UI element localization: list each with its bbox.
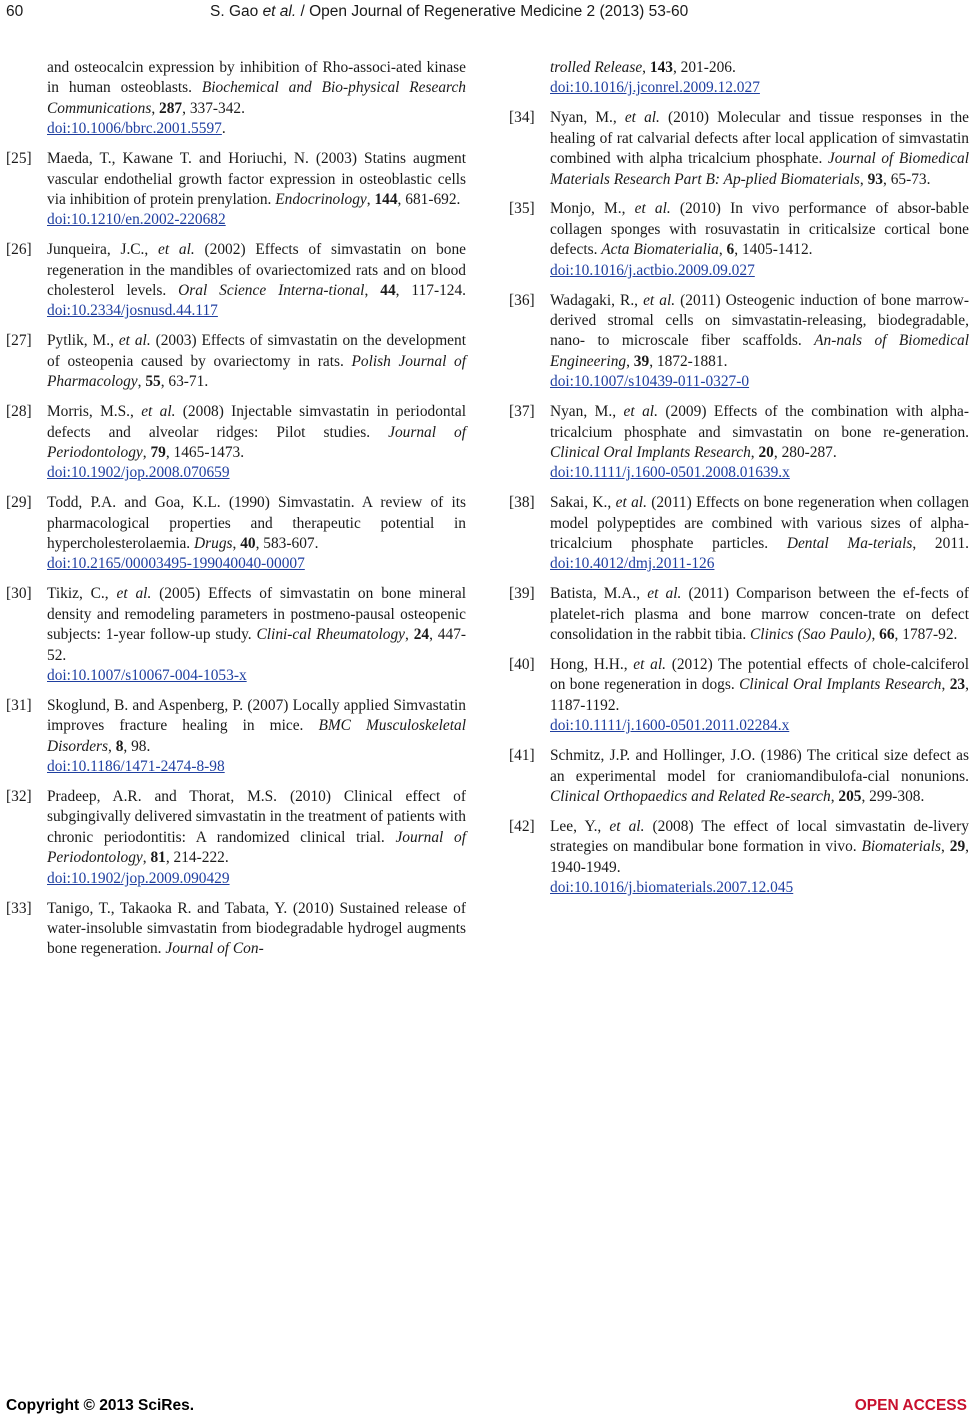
- reference-number: [30]: [6, 585, 32, 603]
- reference-pages: , 1940-1949.: [550, 838, 969, 876]
- reference-volume: 40: [240, 535, 256, 553]
- reference-title: (2009) Effects of the combination with alpha-tricalcium phosphate and simvastatin on bone re-generation.: [550, 403, 969, 441]
- reference-authors: Sakai, K.,: [550, 494, 616, 512]
- reference-title: (2007) Locally applied Simvastatin improves fracture healing in mice.: [47, 696, 466, 735]
- reference-authors: Nyan, M.,: [550, 109, 625, 127]
- running-title-etal: et al.: [262, 3, 297, 20]
- continuation-text: and osteocalcin expression by inhibition of Rho-associ-ated kinase in human osteoblasts.: [47, 59, 466, 97]
- reference-body: Schmitz, J.P. and Hollinger, J.O. (1986) The critical size defect as an experimental model for craniomandibulofa-cial nonunions. Clinical Orthopaedics and Related Re-search, 205, 299-308.: [550, 747, 970, 805]
- left-reference-list: [6, 149, 466, 960]
- reference-title: (2010) Clinical effect of subgingivally delivered simvastatin in the treatment of patients with chronic periodontitis: A randomized clinical trial.: [47, 788, 466, 846]
- reference-authors: Tanigo, T., Takaoka R. and Tabata, Y.: [47, 899, 288, 917]
- reference-journal: Acta Biomaterialia: [601, 241, 719, 259]
- reference-title: (2002) Effects of simvastatin on bone regeneration in the mandibles of ovariectomized rats and on blood cholesterol levels.: [47, 241, 467, 300]
- reference-item: [509, 746, 969, 807]
- reference-volume: 93: [867, 170, 883, 188]
- reference-etal: et al.: [647, 585, 682, 603]
- reference-number: [36]: [509, 291, 535, 309]
- reference-etal: et al.: [643, 291, 676, 309]
- reference-pages: , 214-222.: [165, 849, 229, 867]
- reference-journal: Clinical Oral Implants Research: [550, 443, 751, 461]
- doi-link[interactable]: doi:10.2334/josnusd.44.117: [47, 302, 218, 320]
- doi-link[interactable]: doi:10.2165/00003495-199040040-00007: [47, 555, 305, 573]
- reference-number: [42]: [509, 817, 535, 835]
- reference-volume: 39: [633, 352, 650, 370]
- reference-pages: , 1872-1881.: [649, 352, 728, 370]
- reference-item: [6, 149, 466, 231]
- reference-journal: Polish Journal of Pharmacology: [47, 352, 466, 391]
- reference-volume: 205: [838, 788, 862, 805]
- reference-journal: An-nals of Biomedical Engineering: [550, 332, 969, 370]
- page-footer: [0, 1397, 973, 1417]
- reference-pages: , 1465-1473.: [165, 443, 245, 461]
- continuation-journal: trolled Release: [550, 59, 643, 76]
- doi-link[interactable]: doi:10.4012/dmj.2011-126: [550, 555, 715, 573]
- doi-link[interactable]: doi:10.1016/j.actbio.2009.09.027: [550, 261, 755, 279]
- reference-volume: 29: [949, 838, 966, 856]
- reference-journal: Biomaterials: [861, 838, 942, 856]
- reference-title: (2012) The potential effects of chole-calciferol on bone regeneration in dogs.: [550, 656, 969, 694]
- reference-authors: Maeda, T., Kawane T. and Horiuchi, N.: [47, 150, 309, 168]
- reference-title: (2011) Comparison between the ef-fects of platelet-rich plasma and bone marrow concen-trate on defect consolidation in the rabbit tibia.: [550, 585, 969, 644]
- reference-body: [47, 899, 466, 960]
- reference-number: [35]: [509, 200, 535, 218]
- reference-item: [509, 493, 969, 575]
- reference-number: [34]: [509, 109, 535, 127]
- reference-body: [550, 493, 969, 575]
- reference-body: Lee, Y., et al. (2008) The effect of local simvastatin de-livery strategies on mandibular bone formation in vivo. Biomaterials, 29, 1940-1949. doi:10.1016/j.biomaterials.2007.12.045: [550, 817, 969, 897]
- reference-item: [6, 696, 466, 778]
- reference-body: Junqueira, J.C., et al. (2002) Effects of simvastatin on bone regeneration in the mandibles of ovariectomized rats and on blood cholesterol levels. Oral Science Interna-tional, 44, 117-124. doi:10.2334/josnusd.44.117: [47, 241, 467, 320]
- reference-etal: et al.: [609, 817, 645, 835]
- continuation-volume: 287: [159, 99, 183, 117]
- doi-link[interactable]: doi:10.1006/bbrc.2001.5597: [47, 120, 222, 138]
- open-access-label: OPEN ACCESS: [854, 1397, 967, 1414]
- reference-number: [31]: [6, 696, 32, 714]
- doi-link[interactable]: doi:10.1016/j.jconrel.2009.12.027: [550, 79, 760, 97]
- reference-journal: Journal of Periodontology: [47, 828, 466, 867]
- doi-link[interactable]: doi:10.1111/j.1600-0501.2008.01639.x: [550, 464, 790, 482]
- copyright-notice: Copyright © 2013 SciRes.: [6, 1397, 195, 1414]
- reference-etal: et al.: [118, 332, 151, 350]
- doi-link[interactable]: doi:10.1007/s10067-004-1053-x: [47, 666, 247, 684]
- reference-title: (2008) Injectable simvastatin in periodontal defects and alveolar ridges: Pilot studies.: [47, 403, 466, 441]
- reference-item: [6, 240, 466, 322]
- reference-authors: Batista, M.A.,: [550, 585, 648, 603]
- reference-body: Batista, M.A., et al. (2011) Comparison between the ef-fects of platelet-rich plasma and bone marrow concen-trate on defect consolidation in the rabbit tibia. Clinics (Sao Paulo), 66, 1787-92.: [550, 585, 969, 644]
- reference-item: [6, 899, 466, 960]
- reference-pages: , 1787-92.: [894, 626, 958, 644]
- reference-body: Morris, M.S., et al. (2008) Injectable simvastatin in periodontal defects and alveolar ridges: Pilot studies. Journal of Periodontology, 79, 1465-1473. doi:10.1902/jop.2008.070659: [47, 403, 466, 482]
- reference-authors: Monjo, M.,: [550, 200, 635, 218]
- reference-title: (1990) Simvastatin. A review of its pharmacological properties and therapeutic potential in hypercholesterolaemia.: [47, 494, 466, 553]
- reference-volume: 24: [413, 626, 430, 644]
- reference-pages: , 65-73.: [883, 170, 931, 188]
- reference-item: [509, 655, 969, 737]
- reference-title: (2010) In vivo performance of absor-bable collagen sponges with rosuvastatin in criticalsize cortical bone defects.: [550, 200, 969, 259]
- reference-title: (2011) Effects on bone regeneration when collagen model polypeptides are combined with various sizes of alpha-tricalcium phosphate particles.: [550, 494, 969, 553]
- reference-body: Tikiz, C., et al. (2005) Effects of simvastatin on bone mineral density and remodeling parameters in postmeno-pausal osteopenic subjects: 1-year follow-up study. Clini-cal Rheumatology, 24, 447-52. doi:10.1007/s10067-004-1053-x: [47, 585, 467, 684]
- reference-item: [509, 199, 969, 281]
- reference-pages: , 681-692.: [397, 190, 461, 208]
- running-title-rest: / Open Journal of Regenerative Medicine 2 (2013) 53-60: [300, 3, 689, 20]
- reference-authors: Pradeep, A.R. and Thorat, M.S.: [47, 788, 278, 805]
- reference-body: Hong, H.H., et al. (2012) The potential effects of chole-calciferol on bone regeneration in dogs. Clinical Oral Implants Research, 23, 1187-1192. doi:10.1111/j.1600-0501.2011.02284.x: [550, 656, 969, 735]
- reference-journal: Journal of Periodontology: [47, 423, 466, 461]
- reference-item: [6, 787, 466, 889]
- reference-etal: et al.: [624, 109, 660, 127]
- reference-number: [39]: [509, 585, 535, 603]
- reference-number: [41]: [509, 747, 535, 765]
- reference-journal: BMC Musculoskeletal Disorders: [47, 717, 466, 755]
- running-title-author: S. Gao: [210, 3, 259, 20]
- reference-pages: , 2011.: [912, 535, 969, 553]
- reference-number: [25]: [6, 150, 32, 168]
- doi-link[interactable]: doi:10.1210/en.2002-220682: [47, 211, 226, 229]
- continuation-journal: Biochemical and Bio-physical Research Communications: [47, 79, 466, 117]
- reference-pages: , 1187-1192.: [550, 676, 969, 714]
- reference-etal: et al.: [158, 241, 195, 259]
- reference-body: Monjo, M., et al. (2010) In vivo performance of absor-bable collagen sponges with rosuvastatin in criticalsize cortical bone defects. Acta Biomaterialia, 6, 1405-1412. doi:10.1016/j.actbio.2009.09.027: [550, 200, 969, 279]
- reference-title: (2010) Sustained release of water-insoluble simvastatin from biodegradable hydrogel augments bone regeneration.: [47, 899, 467, 958]
- reference-continuation: trolled Release, 143, 201-206. doi:10.1016/j.jconrel.2009.12.027: [550, 59, 760, 97]
- reference-authors: Morris, M.S.,: [47, 403, 142, 421]
- doi-link[interactable]: doi:10.1111/j.1600-0501.2011.02284.x: [550, 717, 790, 735]
- reference-volume: 144: [374, 190, 398, 208]
- doi-link[interactable]: doi:10.1016/j.biomaterials.2007.12.045: [550, 879, 794, 897]
- reference-pages: , 299-308.: [861, 788, 925, 805]
- reference-title: (2005) Effects of simvastatin on bone mineral density and remodeling parameters in postmeno-pausal osteopenic subjects: 1-year follow-up study.: [47, 585, 466, 644]
- reference-journal: Endocrinology: [275, 190, 367, 208]
- reference-etal: et al.: [633, 656, 666, 674]
- reference-number: [33]: [6, 899, 32, 917]
- reference-authors: Skoglund, B. and Aspenberg, P.: [47, 696, 244, 714]
- reference-item: [6, 493, 466, 575]
- reference-number: [40]: [509, 656, 535, 674]
- continuation-volume: 143: [649, 59, 673, 76]
- reference-item: [509, 402, 969, 484]
- reference-volume: 79: [150, 443, 166, 461]
- reference-journal: Clini-cal Rheumatology: [256, 626, 405, 644]
- reference-continuation: and osteocalcin expression by inhibition of Rho-associ-ated kinase in human osteoblasts. Biochemical and Bio-physical Research Communications, 287, 337-342. doi:10.1006/bbrc.2001.5597.: [47, 59, 466, 138]
- reference-volume: 8: [115, 737, 124, 755]
- reference-body: Nyan, M., et al. (2010) Molecular and tissue responses in the healing of rat calvarial defects after local application of simvastatin combined with alpha tricalcium phosphate. Journal of Biomedical Materials Research Part B: Ap-plied Biomaterials, 93, 65-73.: [550, 109, 969, 188]
- reference-journal: Journal of Con-: [165, 940, 264, 958]
- reference-pages: , 1405-1412.: [734, 241, 813, 259]
- reference-number: [29]: [6, 494, 32, 512]
- reference-volume: 66: [879, 626, 895, 644]
- reference-journal: Clinical Orthopaedics and Related Re-search: [550, 788, 831, 805]
- reference-etal: et al.: [141, 403, 176, 421]
- reference-authors: Nyan, M.,: [550, 403, 624, 421]
- reference-authors: Todd, P.A. and Goa, K.L.: [47, 494, 221, 512]
- reference-number: [27]: [6, 332, 32, 350]
- running-title: [210, 3, 688, 21]
- reference-etal: et al.: [116, 585, 152, 603]
- reference-etal: et al.: [634, 200, 671, 218]
- reference-body: Pytlik, M., et al. (2003) Effects of simvastatin on the development of osteopenia caused by ovariectomy in rats. Polish Journal of Pharmacology, 55, 63-71.: [47, 332, 466, 391]
- reference-number: [26]: [6, 241, 32, 259]
- reference-body: Nyan, M., et al. (2009) Effects of the combination with alpha-tricalcium phosphate and simvastatin on bone re-generation. Clinical Oral Implants Research, 20, 280-287. doi:10.1111/j.1600-0501.2008.01639.x: [550, 403, 969, 482]
- reference-volume: 6: [726, 241, 735, 259]
- reference-volume: 20: [758, 443, 774, 461]
- page-number: 60: [6, 3, 24, 20]
- reference-pages: , 63-71.: [160, 373, 209, 391]
- reference-authors: Wadagaki, R.,: [550, 291, 644, 309]
- reference-journal: Journal of Biomedical Materials Research Part B: Ap-plied Biomaterials: [550, 150, 969, 188]
- reference-authors: Junqueira, J.C.,: [47, 241, 159, 259]
- reference-body: Wadagaki, R., et al. (2011) Osteogenic induction of bone marrow-derived stromal cells on simvastatin-releasing, biodegradable, nano- to microscale fiber scaffolds. An-nals of Biomedical Engineering, 39, 1872-1881. doi:10.1007/s10439-011-0327-0: [550, 291, 969, 391]
- reference-title: (2008) The effect of local simvastatin de-livery strategies on mandibular bone formation in vivo.: [550, 817, 969, 856]
- reference-body: Skoglund, B. and Aspenberg, P. (2007) Locally applied Simvastatin improves fracture healing in mice. BMC Musculoskeletal Disorders, 8, 98. doi:10.1186/1471-2474-8-98: [47, 696, 466, 776]
- reference-etal: et al.: [615, 494, 647, 512]
- reference-journal: Oral Science Interna-tional: [178, 282, 365, 300]
- reference-pages: , 117-124.: [395, 282, 467, 300]
- reference-item: [509, 291, 969, 393]
- reference-body: Pradeep, A.R. and Thorat, M.S. (2010) Clinical effect of subgingivally delivered simvastatin in the treatment of patients with chronic periodontitis: A randomized clinical trial. Journal of Periodontology, 81, 214-222. doi:10.1902/jop.2009.090429: [47, 788, 466, 887]
- right-reference-list: [509, 108, 969, 898]
- reference-title: (2003) Statins augment vascular endothelial growth factor expression in osteoblastic cells via inhibition of protein prenylation.: [47, 150, 466, 208]
- reference-volume: 81: [150, 849, 166, 867]
- page-header: [0, 3, 973, 27]
- continuation-tail: .: [221, 120, 226, 138]
- reference-pages: , 447-52.: [47, 626, 467, 664]
- reference-number: [38]: [509, 494, 535, 512]
- reference-journal: Clinical Oral Implants Research: [739, 676, 942, 694]
- doi-link[interactable]: doi:10.1902/jop.2009.090429: [47, 869, 230, 887]
- left-column: [6, 58, 466, 969]
- reference-pages: , 98.: [123, 737, 151, 755]
- reference-item: [6, 331, 466, 392]
- doi-link[interactable]: doi:10.1186/1471-2474-8-98: [47, 758, 225, 776]
- reference-journal: Dental Ma-terials: [786, 535, 913, 553]
- reference-authors: Pytlik, M.,: [47, 332, 119, 350]
- reference-etal: et al.: [623, 403, 658, 421]
- reference-number: [32]: [6, 788, 32, 805]
- reference-pages: , 583-607.: [255, 535, 319, 553]
- reference-number: [28]: [6, 403, 32, 421]
- continuation-pages: , 337-342.: [182, 99, 245, 117]
- reference-title: (1986) The critical size defect as an experimental model for craniomandibulofa-cial nonunions.: [550, 747, 970, 785]
- reference-item: [6, 402, 466, 484]
- doi-link[interactable]: doi:10.1007/s10439-011-0327-0: [550, 373, 750, 391]
- reference-item: [6, 584, 466, 686]
- reference-authors: Hong, H.H.,: [550, 656, 634, 674]
- reference-volume: 44: [380, 282, 396, 300]
- reference-volume: 55: [145, 373, 161, 391]
- reference-journal: Clinics (Sao Paulo): [750, 626, 872, 644]
- right-column: [509, 58, 969, 908]
- reference-journal: Drugs: [194, 535, 233, 553]
- reference-item: [509, 108, 969, 190]
- reference-authors: Lee, Y.,: [550, 817, 610, 835]
- reference-title: (2011) Osteogenic induction of bone marrow-derived stromal cells on simvastatin-releasing, biodegradable, nano- to microscale fiber scaffolds.: [550, 291, 969, 350]
- reference-item: [509, 817, 969, 899]
- reference-volume: 23: [949, 676, 966, 694]
- reference-title: (2010) Molecular and tissue responses in the healing of rat calvarial defects after local application of simvastatin combined with alpha tricalcium phosphate.: [550, 109, 969, 168]
- continuation-pages: , 201-206.: [672, 59, 736, 76]
- reference-number: [37]: [509, 403, 535, 421]
- reference-authors: Schmitz, J.P. and Hollinger, J.O.: [550, 747, 756, 765]
- reference-item: [509, 584, 969, 645]
- doi-link[interactable]: doi:10.1902/jop.2008.070659: [47, 464, 230, 482]
- reference-pages: , 280-287.: [773, 443, 837, 461]
- reference-body: Maeda, T., Kawane T. and Horiuchi, N. (2003) Statins augment vascular endothelial growth factor expression in osteoblastic cells via inhibition of protein prenylation. Endocrinology, 144, 681-692. doi:10.1210/en.2002-220682: [47, 150, 466, 229]
- reference-title: (2003) Effects of simvastatin on the development of osteopenia caused by ovariectomy in rats.: [47, 332, 466, 370]
- reference-body: Todd, P.A. and Goa, K.L. (1990) Simvastatin. A review of its pharmacological properties and therapeutic potential in hypercholesterolaemia. Drugs, 40, 583-607. doi:10.2165/00003495-199040040-00007: [47, 494, 466, 573]
- reference-authors: Tikiz, C.,: [47, 585, 117, 603]
